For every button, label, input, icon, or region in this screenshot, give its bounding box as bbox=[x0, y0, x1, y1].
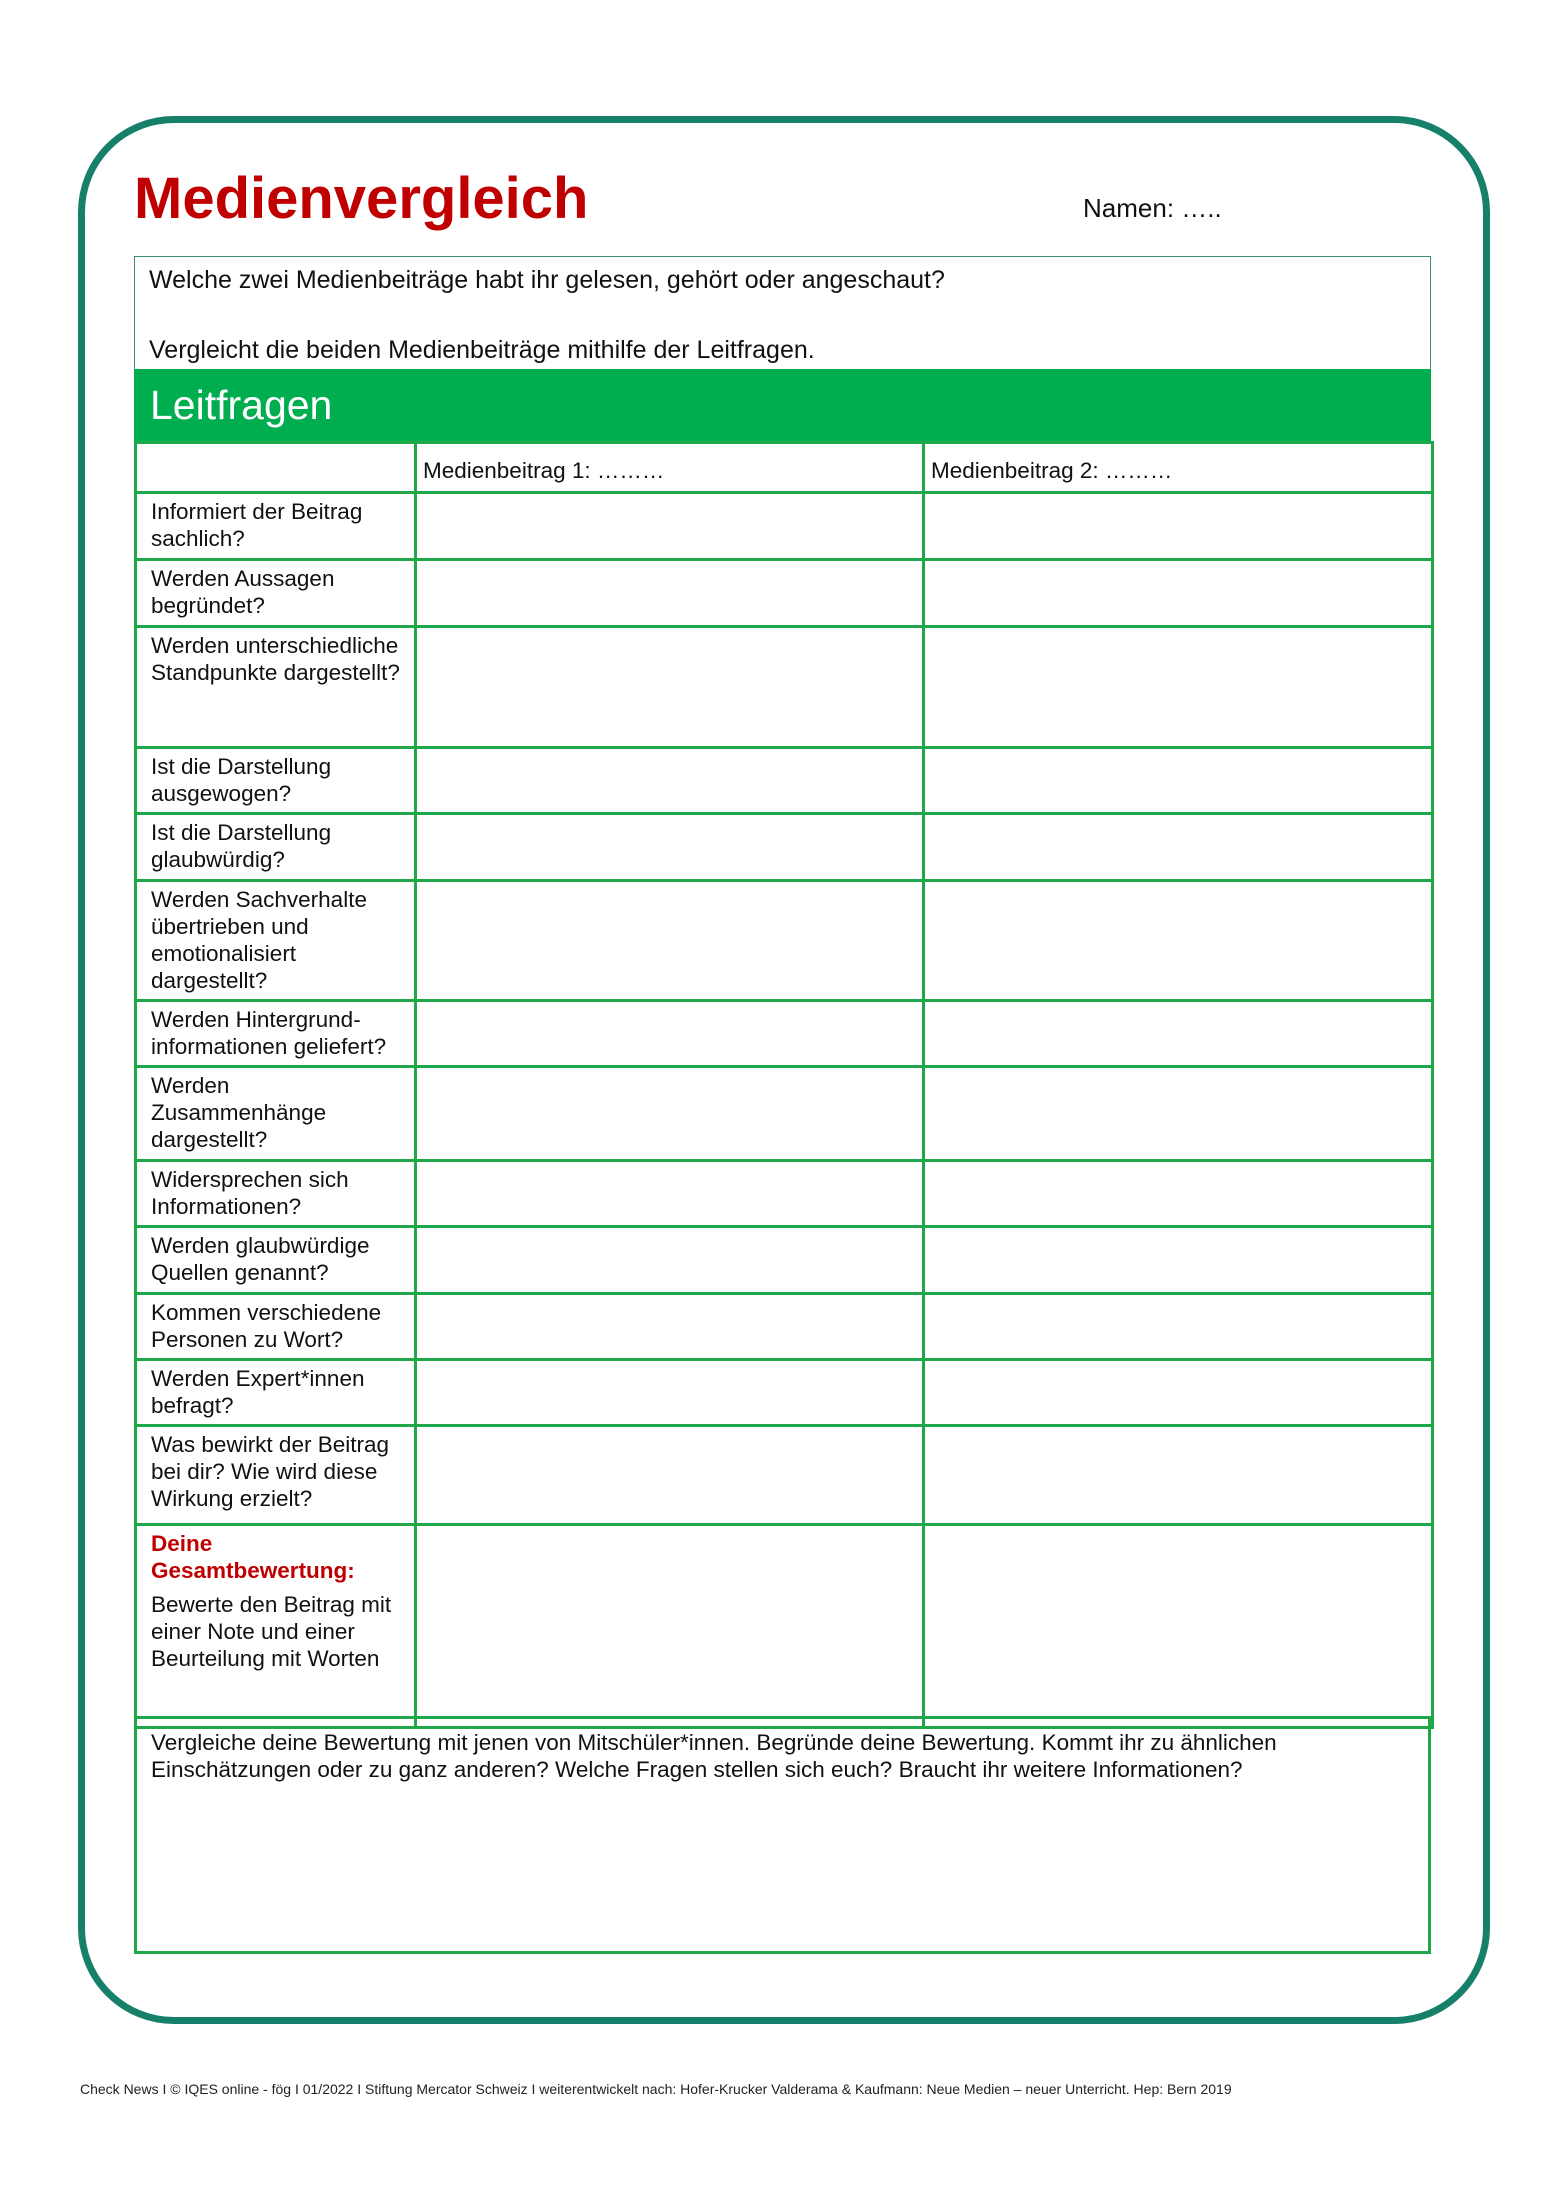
question-cell: Werden Expert*innen befragt? bbox=[136, 1360, 416, 1426]
overall-rating-instruction: Bewerte den Beitrag mit einer Note und einer Beurteilung mit Worten bbox=[151, 1592, 392, 1671]
answer-cell-1[interactable] bbox=[416, 1227, 924, 1294]
question-cell: Werden glaubwürdige Quellen genannt? bbox=[136, 1227, 416, 1294]
answer-cell-1[interactable] bbox=[416, 627, 924, 748]
answer-cell-1[interactable] bbox=[416, 1426, 924, 1525]
page-title: Medienvergleich bbox=[134, 166, 589, 231]
table-row bbox=[136, 560, 1433, 627]
answer-cell-2[interactable] bbox=[924, 1067, 1433, 1161]
intro-question-1: Welche zwei Medienbeiträge habt ihr gelesen, gehört oder angeschaut? bbox=[149, 266, 945, 294]
answer-cell-1[interactable] bbox=[416, 814, 924, 881]
question-cell: Werden Sachverhalte übertrieben und emotionalisiert dargestellt? bbox=[136, 881, 416, 1001]
answer-cell-2[interactable] bbox=[924, 881, 1433, 1001]
question-cell: Werden Zusammenhänge dargestellt? bbox=[136, 1067, 416, 1161]
answer-cell-1[interactable] bbox=[416, 1001, 924, 1067]
overall-rating-answer-1[interactable] bbox=[416, 1525, 924, 1728]
answer-cell-2[interactable] bbox=[924, 1161, 1433, 1227]
answer-cell-1[interactable] bbox=[416, 560, 924, 627]
answer-cell-1[interactable] bbox=[416, 1360, 924, 1426]
header-medienbeitrag-2[interactable]: Medienbeitrag 2: ……… bbox=[924, 443, 1433, 493]
answer-cell-2[interactable] bbox=[924, 627, 1433, 748]
answer-cell-2[interactable] bbox=[924, 560, 1433, 627]
question-cell: Was bewirkt der Beitrag bei dir? Wie wird diese Wirkung erzielt? bbox=[136, 1426, 416, 1525]
question-cell: Widersprechen sich Informationen? bbox=[136, 1161, 416, 1227]
overall-rating-title: Deine Gesamtbewertung: bbox=[151, 1531, 355, 1583]
answer-cell-1[interactable] bbox=[416, 493, 924, 560]
question-cell: Ist die Darstellung glaubwürdig? bbox=[136, 814, 416, 881]
header-empty-cell bbox=[136, 443, 416, 493]
table-row bbox=[136, 1360, 1433, 1426]
table-row bbox=[136, 1294, 1433, 1360]
answer-cell-2[interactable] bbox=[924, 1294, 1433, 1360]
answer-cell-2[interactable] bbox=[924, 814, 1433, 881]
section-header-leitfragen: Leitfragen bbox=[134, 369, 1431, 441]
question-cell: Werden Hintergrund-informationen geliefert? bbox=[136, 1001, 416, 1067]
answer-cell-2[interactable] bbox=[924, 1227, 1433, 1294]
table-header-row bbox=[136, 443, 1433, 493]
table-row bbox=[136, 1161, 1433, 1227]
footer-credits: Check News I © IQES online - fög I 01/2022 I Stiftung Mercator Schweiz I weiterentwickelt nach: Hofer-Krucker Valderama & Kaufmann: Neue Medien – neuer Unterricht. Hep: Bern 2019 bbox=[80, 2081, 1232, 2097]
table-row bbox=[136, 493, 1433, 560]
answer-cell-1[interactable] bbox=[416, 748, 924, 814]
answer-cell-1[interactable] bbox=[416, 881, 924, 1001]
answer-cell-2[interactable] bbox=[924, 1360, 1433, 1426]
table-row bbox=[136, 881, 1433, 1001]
question-cell: Werden Aussagen begründet? bbox=[136, 560, 416, 627]
reflection-box[interactable]: Vergleiche deine Bewertung mit jenen von Mitschüler*innen. Begründe deine Bewertung. Kommt ihr zu ähnlichen Einschätzungen oder zu ganz anderen? Welche Fragen stellen sich euch? Braucht ihr weitere Informationen? bbox=[134, 1716, 1431, 1954]
intro-box bbox=[134, 256, 1431, 369]
table-row bbox=[136, 1001, 1433, 1067]
table-row bbox=[136, 1426, 1433, 1525]
question-cell: Werden unterschiedliche Standpunkte dargestellt? bbox=[136, 627, 416, 748]
answer-cell-2[interactable] bbox=[924, 1426, 1433, 1525]
comparison-table bbox=[134, 441, 1434, 1729]
table-row bbox=[136, 814, 1433, 881]
overall-rating-answer-2[interactable] bbox=[924, 1525, 1433, 1728]
overall-rating-cell bbox=[136, 1525, 416, 1728]
answer-cell-1[interactable] bbox=[416, 1067, 924, 1161]
names-field[interactable]: Namen: ….. bbox=[1083, 193, 1222, 223]
intro-question-2: Vergleicht die beiden Medienbeiträge mithilfe der Leitfragen. bbox=[149, 336, 815, 364]
table-row bbox=[136, 748, 1433, 814]
table-row bbox=[136, 1227, 1433, 1294]
question-cell: Kommen verschiedene Personen zu Wort? bbox=[136, 1294, 416, 1360]
header-medienbeitrag-1[interactable]: Medienbeitrag 1: ……… bbox=[416, 443, 924, 493]
table-row bbox=[136, 1067, 1433, 1161]
answer-cell-1[interactable] bbox=[416, 1294, 924, 1360]
answer-cell-2[interactable] bbox=[924, 1001, 1433, 1067]
question-cell: Informiert der Beitrag sachlich? bbox=[136, 493, 416, 560]
answer-cell-1[interactable] bbox=[416, 1161, 924, 1227]
answer-cell-2[interactable] bbox=[924, 493, 1433, 560]
overall-rating-row bbox=[136, 1525, 1433, 1728]
question-cell: Ist die Darstellung ausgewogen? bbox=[136, 748, 416, 814]
table-row bbox=[136, 627, 1433, 748]
answer-cell-2[interactable] bbox=[924, 748, 1433, 814]
